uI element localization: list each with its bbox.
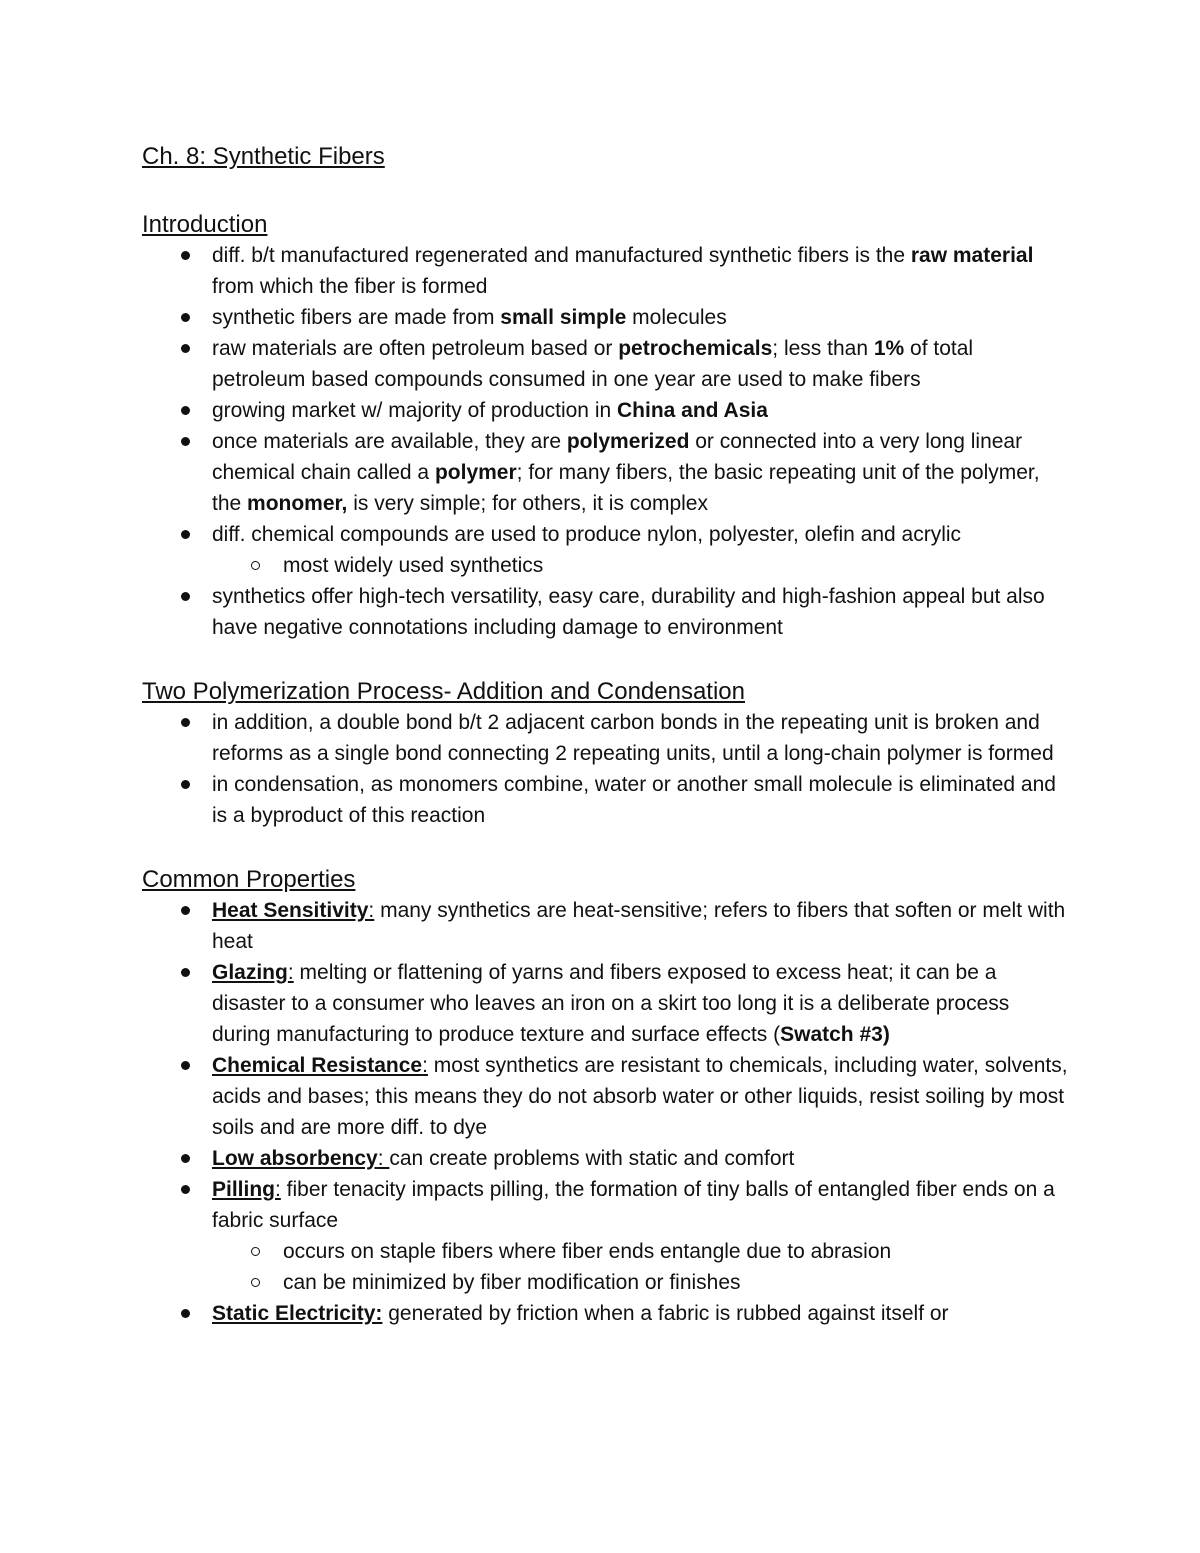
- sub-list-item: [142, 550, 1072, 581]
- list-text: can create problems with static and comfort: [389, 1147, 795, 1170]
- list-text: :: [287, 961, 294, 984]
- list-text: generated by friction when a fabric is rubbed against itself or: [382, 1302, 949, 1325]
- list-item: [142, 333, 1072, 395]
- list-text: in addition, a double bond b/t 2 adjacent carbon bonds in the repeating unit is broken and reforms as a single bond connecting 2 repeating units, until a long-chain polymer is formed: [212, 711, 1054, 765]
- list-item: [142, 1298, 1072, 1329]
- list-text: diff. chemical compounds are used to produce nylon, polyester, olefin and acrylic: [212, 523, 962, 546]
- list-item: [142, 395, 1072, 426]
- list-item: [142, 707, 1072, 769]
- section: [142, 677, 1072, 831]
- section-heading: Common Properties: [142, 866, 356, 893]
- list-item: [142, 1050, 1072, 1143]
- section: [142, 865, 1072, 1329]
- list-text: :: [422, 1054, 428, 1077]
- list-text: molecules: [626, 306, 727, 329]
- list-item: [142, 769, 1072, 831]
- list-text: raw material: [910, 244, 1034, 267]
- term-label: Heat Sensitivity: [212, 899, 369, 922]
- list-text: synthetic fibers are made from: [212, 306, 501, 329]
- bullet-list: [142, 707, 1072, 831]
- list-text: small simple: [500, 306, 627, 329]
- list-text: growing market w/ majority of production in: [212, 399, 617, 422]
- sub-list-item: [142, 1267, 1072, 1298]
- bullet-list: [142, 895, 1072, 1329]
- list-item: [142, 895, 1072, 957]
- term-label: Pilling: [212, 1178, 275, 1201]
- list-text: raw materials are often petroleum based or: [212, 337, 619, 360]
- list-text: monomer,: [247, 492, 348, 515]
- term-label: Static Electricity:: [212, 1302, 383, 1325]
- list-text: 1%: [873, 337, 905, 360]
- list-text: polymer: [434, 461, 517, 484]
- list-text: polymerized: [566, 430, 690, 453]
- list-text: synthetics offer high-tech versatility, easy care, durability and high-fashion appeal but also have negative connotations including damage to environment: [212, 585, 1045, 639]
- list-text: most synthetics are resistant to chemicals, including water, solvents, acids and bases; this means they do not absorb water or other liquids, resist soiling by most soils and are more diff. to dye: [212, 1054, 1068, 1139]
- list-text: :: [275, 1178, 281, 1201]
- list-item: [142, 426, 1072, 519]
- list-item: [142, 1143, 1072, 1174]
- list-text: :: [368, 899, 375, 922]
- list-text: melting or flattening of yarns and fibers exposed to excess heat; it can be a disaster to a consumer who leaves an iron on a skirt too long it is a deliberate process during manufacturing to produce texture and surface effects (: [212, 961, 1010, 1046]
- list-text: ; less than: [772, 337, 874, 360]
- list-text: in condensation, as monomers combine, water or another small molecule is eliminated and is a byproduct of this reaction: [212, 773, 1056, 827]
- section-heading: Introduction: [142, 211, 268, 238]
- list-text: most widely used synthetics: [283, 554, 544, 577]
- list-text: once materials are available, they are: [212, 430, 567, 453]
- list-text: occurs on staple fibers where fiber ends entangle due to abrasion: [283, 1240, 892, 1263]
- list-text: is very simple; for others, it is complex: [347, 492, 708, 515]
- bullet-list: [142, 240, 1072, 643]
- list-item: [142, 957, 1072, 1050]
- list-text: many synthetics are heat-sensitive; refers to fibers that soften or melt with heat: [212, 899, 1066, 953]
- list-text: of total petroleum based compounds consumed in one year are used to make fibers: [212, 337, 974, 391]
- term-label: Low absorbency: [212, 1147, 378, 1170]
- list-text: Swatch #3): [780, 1023, 890, 1046]
- section-heading: Two Polymerization Process- Addition and Condensation: [142, 678, 745, 705]
- document-title: Ch. 8: Synthetic Fibers: [142, 143, 385, 170]
- list-text: petrochemicals: [618, 337, 773, 360]
- list-text: :: [377, 1147, 390, 1170]
- document-body: [142, 138, 1072, 1363]
- list-text: from which the fiber is formed: [212, 275, 488, 298]
- list-text: can be minimized by fiber modification or finishes: [283, 1271, 741, 1294]
- list-item: [142, 240, 1072, 302]
- list-item: [142, 1174, 1072, 1236]
- list-item: [142, 302, 1072, 333]
- sub-list-item: [142, 1236, 1072, 1267]
- list-text: diff. b/t manufactured regenerated and manufactured synthetic fibers is the: [212, 244, 911, 267]
- list-text: fiber tenacity impacts pilling, the formation of tiny balls of entangled fiber ends on a fabric surface: [212, 1178, 1055, 1232]
- term-label: Chemical Resistance: [212, 1054, 423, 1077]
- list-item: [142, 581, 1072, 643]
- list-item: [142, 519, 1072, 550]
- sections-container: [142, 210, 1072, 1329]
- term-label: Glazing: [212, 961, 288, 984]
- list-text: ; for many fibers, the basic repeating unit of the polymer, the: [212, 461, 1040, 515]
- list-text: or connected into a very long linear chemical chain called a: [212, 430, 1023, 484]
- list-text: China and Asia: [617, 399, 768, 422]
- section: [142, 210, 1072, 643]
